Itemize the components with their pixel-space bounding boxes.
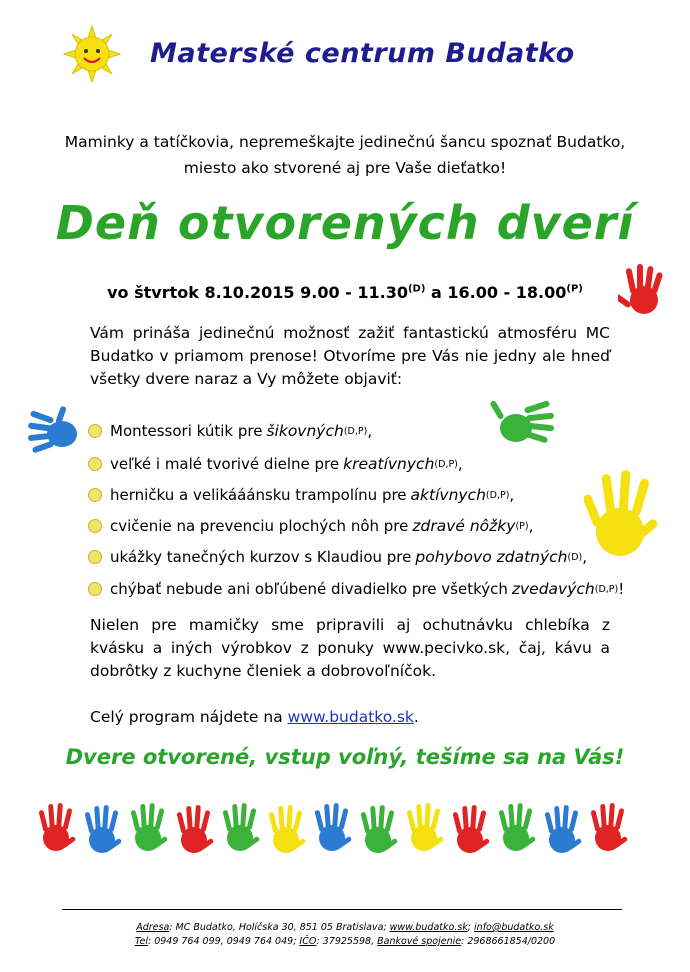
bullet-smiley-icon: [88, 424, 102, 438]
list-item: ukážky tanečných kurzov s Klaudiou pre pohybovo zdatných (D) ,: [88, 546, 587, 568]
hand-print-icon: [584, 466, 664, 566]
bullet-smiley-icon: [88, 582, 102, 596]
list-item: herničku a velikááánsku trampolínu pre aktívnych (D,P) ,: [88, 484, 514, 506]
list-item: veľké i malé tvorivé dielne pre kreatívnych (D,P) ,: [88, 453, 463, 475]
sun-icon: [62, 24, 122, 84]
bullet-smiley-icon: [88, 550, 102, 564]
bullet-smiley-icon: [88, 488, 102, 502]
event-date-time: vo štvrtok 8.10.2015 $9.00 - 11.30^{(D)}$ a $16.00 - 18.00^{(P)}$: [107, 283, 583, 302]
footer-email-link[interactable]: info@budatko.sk: [474, 922, 554, 933]
intro-line-2: miesto ako stvorené aj pre Vaše dieťatko!: [183, 159, 507, 177]
event-headline: Deň otvorených dverí: [55, 196, 635, 250]
hand-prints-row: [36, 800, 656, 860]
intro-line-1: Maminky a tatíčkovia, nepremeškajte jedinečnú šancu spoznať Budatko,: [64, 133, 626, 151]
list-item: chýbať nebude ani obľúbené divadielko pre všetkých zvedavých (D,P) !: [88, 578, 624, 600]
footer-web-link[interactable]: www.budatko.sk: [389, 922, 468, 933]
bullet-smiley-icon: [88, 457, 102, 471]
list-item: Montessori kútik pre šikovných (D,P) ,: [88, 420, 372, 442]
budatko-website-link[interactable]: www.budatko.sk: [287, 708, 414, 726]
bullet-smiley-icon: [88, 519, 102, 533]
footer-address: Adresa: MC Budatko, Holíčska 30, 851 05 Bratislava; www.budatko.sk; info@budatko.sk: [136, 922, 554, 933]
slogan: Dvere otvorené, vstup voľný, tešíme sa na Vás!: [65, 745, 625, 769]
hand-print-icon: [28, 404, 86, 462]
hand-print-icon: [490, 398, 558, 456]
list-item: cvičenie na prevenciu plochých nôh pre zdravé nôžky (P) ,: [88, 515, 533, 537]
footer-contacts: Tel: 0949 764 099, 0949 764 049; IČO: 37925598, Bankové spojenie: 2968661854/0200: [134, 936, 556, 947]
tasting-paragraph: Nielen pre mamičky sme pripravili aj ochutnávku chlebíka z kvásku a iných výrobkov z ponuky www.pecivko.sk, čaj, kávu a dobrôtky z kuchyne členiek a dobrovoľníčok.: [90, 616, 610, 680]
page-title: Materské centrum Budatko: [150, 38, 575, 69]
footer-divider: [62, 909, 622, 910]
description-paragraph: Vám prináša jedinečnú možnosť zažiť fantastickú atmosféru MC Budatko v priamom prenose! Otvoríme pre Vás nie jedny ale hneď všetky dvere naraz a Vy môžete objaviť:: [90, 324, 610, 388]
program-line: Celý program nájdete na www.budatko.sk.: [90, 708, 419, 726]
hand-print-icon: [36, 800, 656, 860]
